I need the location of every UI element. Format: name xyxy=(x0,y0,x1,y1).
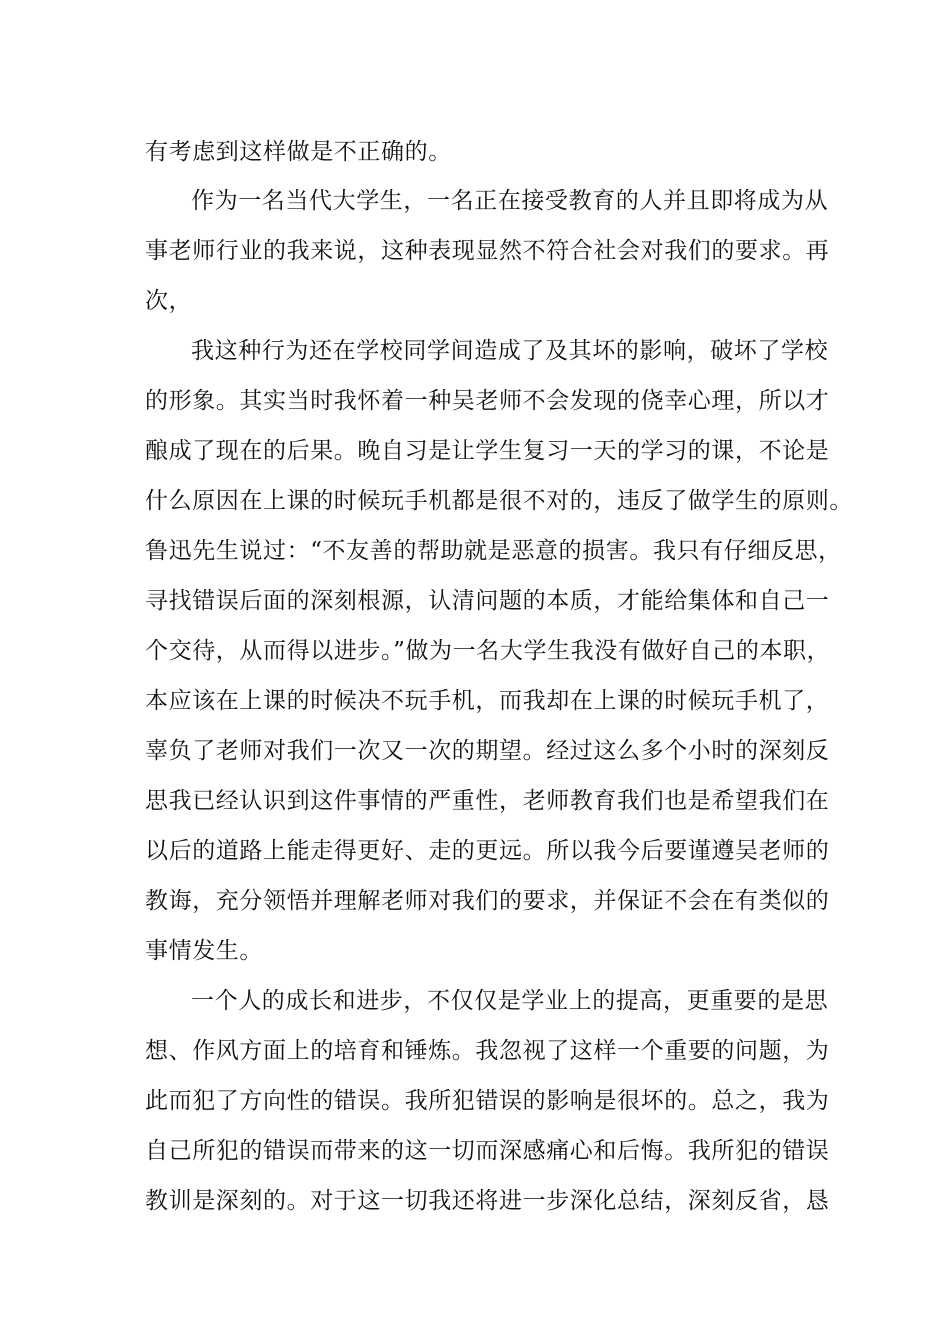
text-line: 辜负了老师对我们一次又一次的期望。经过这么多个小时的深刻反 xyxy=(145,738,830,764)
text-line: 教诲，充分领悟并理解老师对我们的要求，并保证不会在有类似的 xyxy=(145,888,830,914)
text-line: 想、作风方面上的培育和锤炼。我忽视了这样一个重要的问题，为 xyxy=(145,1038,830,1064)
paragraph-start-line: 作为一名当代大学生，一名正在接受教育的人并且即将成为从 xyxy=(191,188,829,214)
text-line: 鲁迅先生说过：“不友善的帮助就是恶意的损害。我只有仔细反思， xyxy=(145,538,842,564)
text-line: 本应该在上课的时候决不玩手机，而我却在上课的时候玩手机了， xyxy=(145,688,830,714)
paragraph-start-line: 我这种行为还在学校同学间造成了及其坏的影响，破坏了学校 xyxy=(191,338,829,364)
text-line: 的形象。其实当时我怀着一种吴老师不会发现的侥幸心理，所以才 xyxy=(145,388,830,414)
text-line: 寻找错误后面的深刻根源，认清问题的本质，才能给集体和自己一 xyxy=(145,588,830,614)
text-line: 教训是深刻的。对于这一切我还将进一步深化总结，深刻反省，恳 xyxy=(145,1188,830,1214)
text-line: 有考虑到这样做是不正确的。 xyxy=(145,139,452,165)
text-line: 酿成了现在的后果。晚自习是让学生复习一天的学习的课，不论是 xyxy=(145,438,830,464)
text-line: 次， xyxy=(145,288,193,314)
text-line: 事老师行业的我来说，这种表现显然不符合社会对我们的要求。再 xyxy=(145,238,830,264)
text-line: 自己所犯的错误而带来的这一切而深感痛心和后悔。我所犯的错误 xyxy=(145,1138,830,1164)
text-line: 此而犯了方向性的错误。我所犯错误的影响是很坏的。总之，我为 xyxy=(145,1088,830,1114)
text-line: 个交待，从而得以进步。”做为一名大学生我没有做好自己的本职， xyxy=(145,638,831,664)
text-line: 事情发生。 xyxy=(145,938,263,964)
paragraph-start-line: 一个人的成长和进步，不仅仅是学业上的提高，更重要的是思 xyxy=(191,988,829,1014)
text-line: 思我已经认识到这件事情的严重性，老师教育我们也是希望我们在 xyxy=(145,788,830,814)
text-line: 什么原因在上课的时候玩手机都是很不对的，违反了做学生的原则。 xyxy=(145,488,853,514)
text-line: 以后的道路上能走得更好、走的更远。所以我今后要谨遵吴老师的 xyxy=(145,838,830,864)
